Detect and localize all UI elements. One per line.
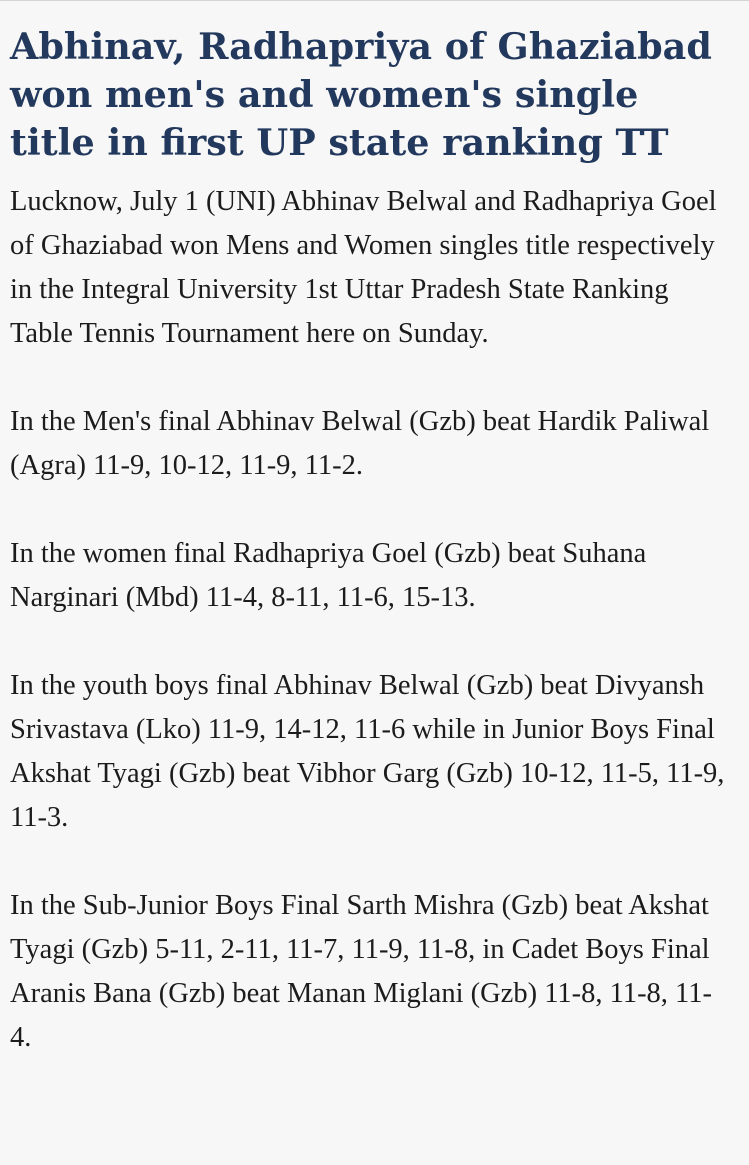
article-headline: Abhinav, Radhapriya of Ghaziabad won men's and women's single title in first UP state ranking TT: [10, 25, 712, 164]
article-paragraph-youth-junior-finals: In the youth boys final Abhinav Belwal (Gzb) beat Divyansh Srivastava (Lko) 11-9, 14-12, 11-6 while in Junior Boys Final Akshat Tyagi (Gzb) beat Vibhor Garg (Gzb) 10-12, 11-5, 11-9, 11-3.: [10, 670, 725, 833]
article-paragraph-womens-final: In the women final Radhapriya Goel (Gzb) beat Suhana Narginari (Mbd) 11-4, 8-11, 11-6, 15-13.: [10, 538, 647, 613]
article-paragraph-dateline: Lucknow, July 1 (UNI) Abhinav Belwal and Radhapriya Goel of Ghaziabad won Mens and Women singles title respectively in the Integral University 1st Uttar Pradesh State Ranking Table Tennis Tournament here on Sunday.: [10, 186, 717, 349]
article-paragraph-subjunior-cadet-finals: In the Sub-Junior Boys Final Sarth Mishra (Gzb) beat Akshat Tyagi (Gzb) 5-11, 2-11, 11-7, 11-9, 11-8, in Cadet Boys Final Aranis Bana (Gzb) beat Manan Miglani (Gzb) 11-8, 11-8, 11-4.: [10, 890, 712, 1053]
article-body: [10, 180, 727, 1060]
article-paragraph-mens-final: In the Men's final Abhinav Belwal (Gzb) beat Hardik Paliwal (Agra) 11-9, 10-12, 11-9, 11-2.: [10, 406, 710, 481]
